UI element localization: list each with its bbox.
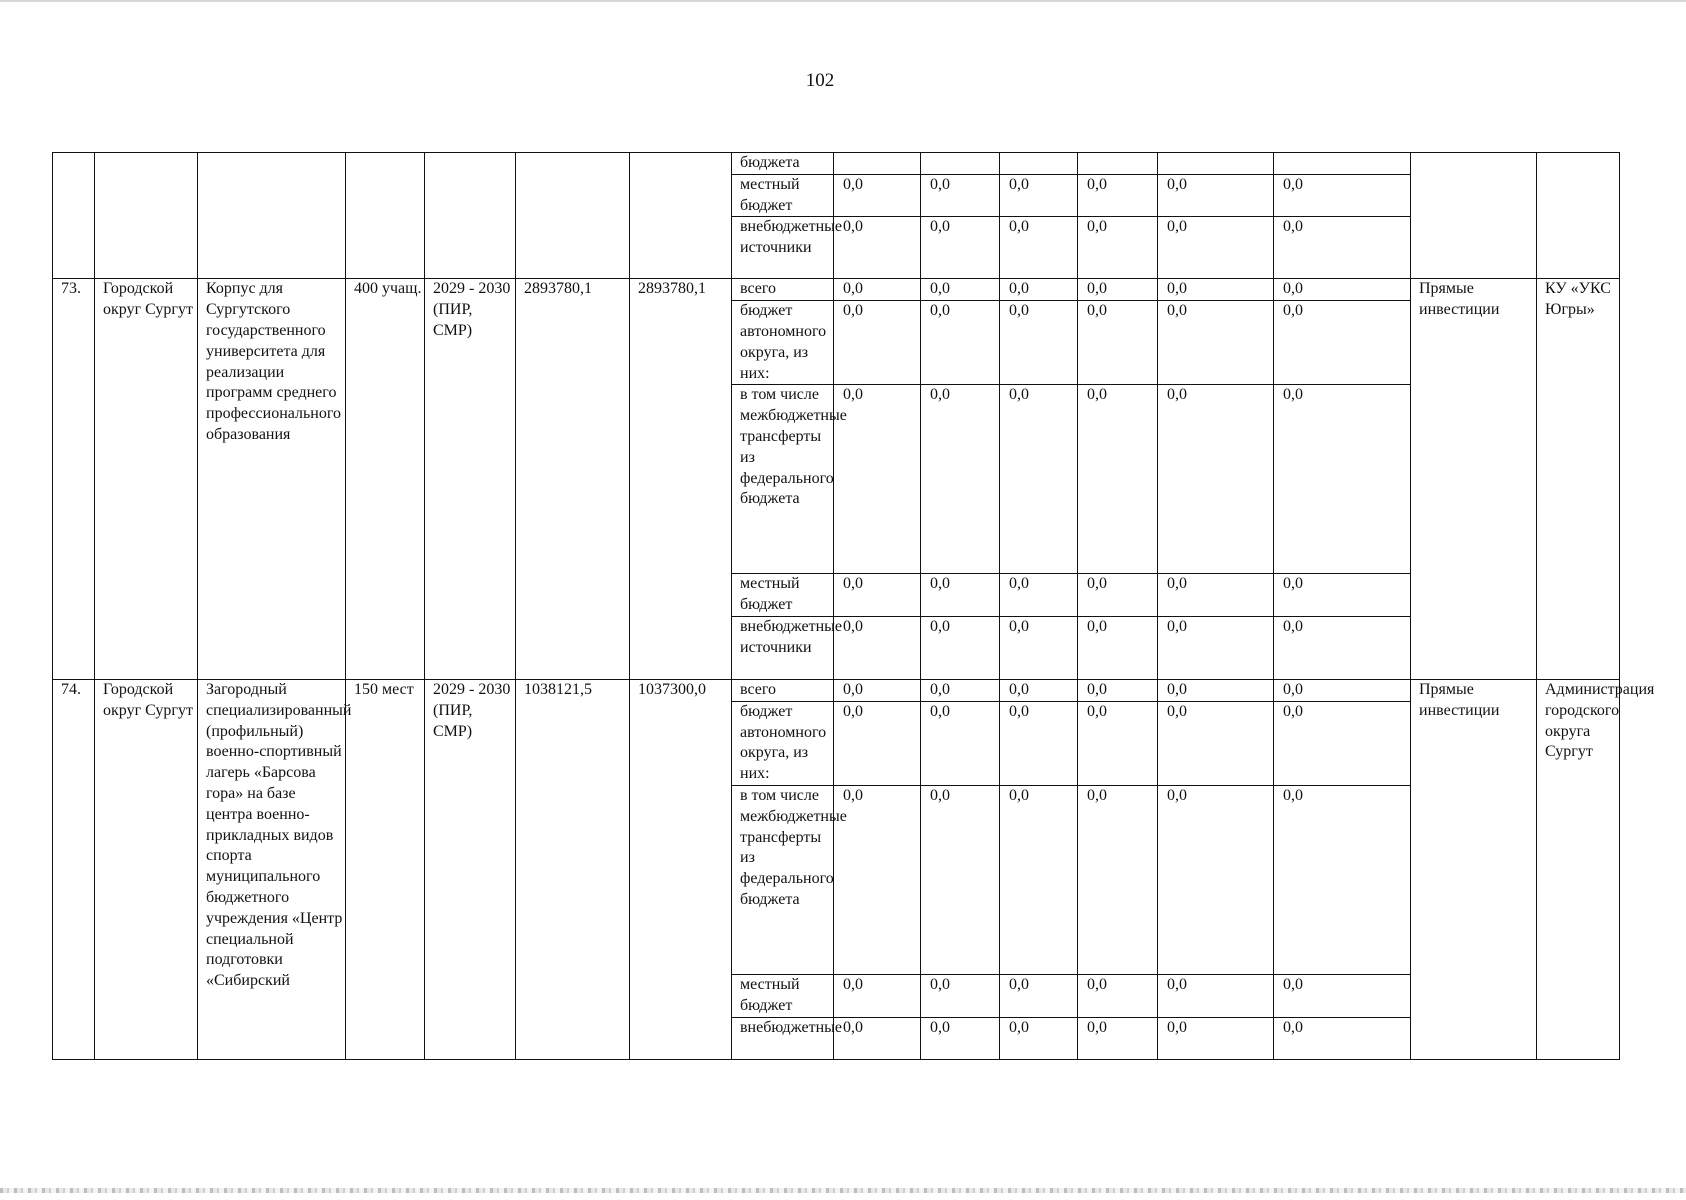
entry-municipality: Городской округ Сургут <box>95 279 198 680</box>
entry-mechanism: Прямые инвестиции <box>1411 679 1537 1059</box>
value-cell: 0,0 <box>1158 385 1274 574</box>
cont-cell-remaining-cost <box>630 153 732 279</box>
value-cell: 0,0 <box>834 1017 921 1059</box>
value-cell: 0,0 <box>1274 616 1411 679</box>
value-cell: 0,0 <box>1274 174 1411 217</box>
value-cell: 0,0 <box>1078 174 1158 217</box>
value-cell <box>1158 153 1274 175</box>
entry-number: 74. <box>53 679 95 1059</box>
funding-source: всего <box>732 679 834 701</box>
value-cell: 0,0 <box>1274 279 1411 301</box>
value-cell: 0,0 <box>1000 679 1078 701</box>
value-cell <box>921 153 1000 175</box>
value-cell: 0,0 <box>1000 217 1078 279</box>
value-cell: 0,0 <box>1078 574 1158 617</box>
page-number: 102 <box>805 70 835 91</box>
funding-source: в том числе межбюджетные трансферты из федерального бюджета <box>732 385 834 574</box>
entry-number: 73. <box>53 279 95 680</box>
value-cell: 0,0 <box>1274 974 1411 1017</box>
entry-estimated-cost: 1038121,5 <box>516 679 630 1059</box>
value-cell: 0,0 <box>921 679 1000 701</box>
funding-source: местный бюджет <box>732 174 834 217</box>
entry-remaining-cost: 1037300,0 <box>630 679 732 1059</box>
funding-source: местный бюджет <box>732 574 834 617</box>
value-cell: 0,0 <box>1274 785 1411 974</box>
value-cell: 0,0 <box>1000 385 1078 574</box>
value-cell: 0,0 <box>921 217 1000 279</box>
value-cell: 0,0 <box>1000 616 1078 679</box>
value-cell: 0,0 <box>1274 701 1411 785</box>
value-cell: 0,0 <box>921 974 1000 1017</box>
value-cell: 0,0 <box>1078 301 1158 385</box>
value-cell: 0,0 <box>1274 301 1411 385</box>
table-row <box>53 279 1620 301</box>
value-cell: 0,0 <box>834 616 921 679</box>
entry-period: 2029 - 2030 (ПИР, СМР) <box>425 279 516 680</box>
value-cell: 0,0 <box>1274 679 1411 701</box>
value-cell: 0,0 <box>1078 279 1158 301</box>
investment-table <box>52 152 1655 1060</box>
value-cell: 0,0 <box>1078 701 1158 785</box>
value-cell: 0,0 <box>1000 701 1078 785</box>
funding-source: внебюджетные источники <box>732 616 834 679</box>
entry-estimated-cost: 2893780,1 <box>516 279 630 680</box>
value-cell: 0,0 <box>1158 279 1274 301</box>
value-cell: 0,0 <box>834 974 921 1017</box>
value-cell: 0,0 <box>1158 701 1274 785</box>
value-cell: 0,0 <box>834 574 921 617</box>
value-cell: 0,0 <box>1158 301 1274 385</box>
funding-source: внебюджетные источники <box>732 217 834 279</box>
value-cell: 0,0 <box>921 279 1000 301</box>
value-cell: 0,0 <box>1078 616 1158 679</box>
value-cell: 0,0 <box>1078 217 1158 279</box>
value-cell <box>1274 153 1411 175</box>
entry-responsible: КУ «УКС Югры» <box>1537 279 1620 680</box>
value-cell: 0,0 <box>921 301 1000 385</box>
entry-object-name: Корпус для Сургутского государственного университета для реализации программ среднего профессионального образования <box>198 279 346 680</box>
entry-municipality: Городской округ Сургут <box>95 679 198 1059</box>
value-cell: 0,0 <box>1158 574 1274 617</box>
value-cell: 0,0 <box>1000 974 1078 1017</box>
value-cell: 0,0 <box>1158 679 1274 701</box>
value-cell: 0,0 <box>1158 616 1274 679</box>
value-cell: 0,0 <box>1078 1017 1158 1059</box>
entry-mechanism: Прямые инвестиции <box>1411 279 1537 680</box>
value-cell: 0,0 <box>1000 785 1078 974</box>
funding-source: в том числе межбюджетные трансферты из федерального бюджета <box>732 785 834 974</box>
value-cell: 0,0 <box>1000 574 1078 617</box>
table-row <box>53 153 1620 175</box>
funding-source: внебюджетные <box>732 1017 834 1059</box>
entry-responsible: Администрация городского округа Сургут <box>1537 679 1620 1059</box>
value-cell: 0,0 <box>1158 217 1274 279</box>
funding-source: местный бюджет <box>732 974 834 1017</box>
value-cell: 0,0 <box>834 217 921 279</box>
value-cell: 0,0 <box>1000 174 1078 217</box>
value-cell: 0,0 <box>834 385 921 574</box>
entry-remaining-cost: 2893780,1 <box>630 279 732 680</box>
value-cell: 0,0 <box>921 385 1000 574</box>
value-cell: 0,0 <box>1274 1017 1411 1059</box>
value-cell <box>834 153 921 175</box>
entry-period: 2029 - 2030 (ПИР, СМР) <box>425 679 516 1059</box>
value-cell: 0,0 <box>1000 301 1078 385</box>
value-cell: 0,0 <box>834 785 921 974</box>
entry-capacity: 400 учащ. <box>346 279 425 680</box>
value-cell: 0,0 <box>1274 385 1411 574</box>
cont-cell-estimated-cost <box>516 153 630 279</box>
funding-source: бюджет автономного округа, из них: <box>732 301 834 385</box>
value-cell: 0,0 <box>1078 679 1158 701</box>
value-cell: 0,0 <box>834 701 921 785</box>
cont-cell-municipality <box>95 153 198 279</box>
funding-source: бюджет автономного округа, из них: <box>732 701 834 785</box>
value-cell: 0,0 <box>1274 217 1411 279</box>
scan-edge-top <box>0 0 1686 2</box>
value-cell: 0,0 <box>921 701 1000 785</box>
value-cell: 0,0 <box>1078 385 1158 574</box>
value-cell: 0,0 <box>921 174 1000 217</box>
value-cell: 0,0 <box>1078 974 1158 1017</box>
value-cell: 0,0 <box>921 616 1000 679</box>
cont-cell-period <box>425 153 516 279</box>
value-cell: 0,0 <box>1158 174 1274 217</box>
value-cell: 0,0 <box>1158 974 1274 1017</box>
entry-capacity: 150 мест <box>346 679 425 1059</box>
value-cell: 0,0 <box>921 574 1000 617</box>
value-cell: 0,0 <box>1000 279 1078 301</box>
value-cell: 0,0 <box>1274 574 1411 617</box>
cont-cell-object <box>198 153 346 279</box>
value-cell: 0,0 <box>921 1017 1000 1059</box>
cont-cell-number <box>53 153 95 279</box>
value-cell: 0,0 <box>1078 785 1158 974</box>
value-cell: 0,0 <box>834 279 921 301</box>
value-cell: 0,0 <box>834 174 921 217</box>
value-cell <box>1078 153 1158 175</box>
value-cell <box>1000 153 1078 175</box>
cont-cell-responsible <box>1537 153 1620 279</box>
cont-cell-capacity <box>346 153 425 279</box>
value-cell: 0,0 <box>1158 785 1274 974</box>
table-row <box>53 679 1620 701</box>
scan-edge-bottom <box>0 1188 1686 1193</box>
entry-object-name: Загородный специализированный (профильный) военно-спортивный лагерь «Барсова гора» на базе центра военно-прикладных видов спорта муниципального бюджетного учреждения «Центр специальной подготовки «Сибирский <box>198 679 346 1059</box>
value-cell: 0,0 <box>921 785 1000 974</box>
value-cell: 0,0 <box>834 301 921 385</box>
value-cell: 0,0 <box>1158 1017 1274 1059</box>
funding-source: всего <box>732 279 834 301</box>
value-cell: 0,0 <box>1000 1017 1078 1059</box>
cont-cell-mechanism <box>1411 153 1537 279</box>
funding-source: бюджета <box>732 153 834 175</box>
value-cell: 0,0 <box>834 679 921 701</box>
